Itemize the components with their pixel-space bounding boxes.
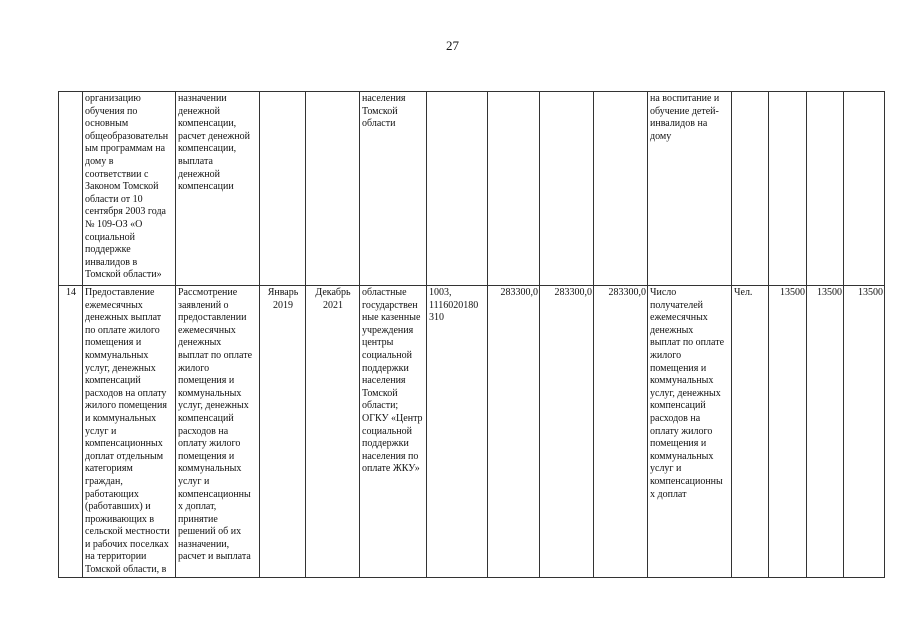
cell-amount-2020 [540, 92, 594, 286]
cell-executor: областные государствен ные казенные учреждения центры социальной поддержки населения Томской области; ОГКУ «Центр социальной поддержки населения по оплате ЖКУ» [360, 286, 427, 578]
cell-amount-2021 [594, 92, 648, 286]
cell-end-date [306, 92, 360, 286]
cell-number [59, 92, 83, 286]
cell-activity-name: организацию обучения по основным общеобразовательн ым программам на дому в соответствии с Законом Томской области от 10 сентября 2003 года № 109-ОЗ «О социальной поддержке инвалидов в Томской области» [83, 92, 176, 286]
cell-budget-code: 1003, 1116020180 310 [427, 286, 488, 578]
cell-value-2020 [807, 92, 844, 286]
cell-executor: населения Томской области [360, 92, 427, 286]
cell-value-2021 [844, 92, 885, 286]
cell-start-date: Январь 2019 [260, 286, 306, 578]
cell-value-2020: 13500 [807, 286, 844, 578]
cell-budget-code [427, 92, 488, 286]
cell-value-2019 [769, 92, 807, 286]
cell-amount-2020: 283300,0 [540, 286, 594, 578]
cell-amount-2019 [488, 92, 540, 286]
cell-start-date [260, 92, 306, 286]
cell-unit: Чел. [732, 286, 769, 578]
table-row [59, 286, 885, 578]
cell-unit [732, 92, 769, 286]
cell-indicator: Число получателей ежемесячных денежных выплат по оплате жилого помещения и коммунальных услуг, денежных компенсаций расходов на оплату жилого помещения и коммунальных услуг и компенсационны х доплат [648, 286, 732, 578]
cell-indicator: на воспитание и обучение детей- инвалидов на дому [648, 92, 732, 286]
cell-activity-content: Рассмотрение заявлений о предоставлении ежемесячных денежных выплат по оплате жилого помещения и коммунальных услуг, денежных компенсаций расходов на оплату жилого помещения и коммунальных услуг и компенсационны х доплат, принятие решений об их назначении, расчет и выплата [176, 286, 260, 578]
cell-end-date: Декабрь 2021 [306, 286, 360, 578]
cell-activity-name: Предоставление ежемесячных денежных выплат по оплате жилого помещения и коммунальных услуг, денежных компенсаций расходов на оплату жилого помещения и коммунальных услуг и компенсационных доплат отдельным категориям граждан, работающих (работавших) и проживающих в сельской местности и рабочих поселках на территории Томской области, в [83, 286, 176, 578]
cell-amount-2019: 283300,0 [488, 286, 540, 578]
cell-value-2021: 13500 [844, 286, 885, 578]
table-row [59, 92, 885, 286]
page-number: 27 [446, 38, 459, 53]
cell-value-2019: 13500 [769, 286, 807, 578]
cell-amount-2021: 283300,0 [594, 286, 648, 578]
program-table [58, 91, 885, 578]
cell-activity-content: назначении денежной компенсации, расчет денежной компенсации, выплата денежной компенсации [176, 92, 260, 286]
cell-number: 14 [59, 286, 83, 578]
